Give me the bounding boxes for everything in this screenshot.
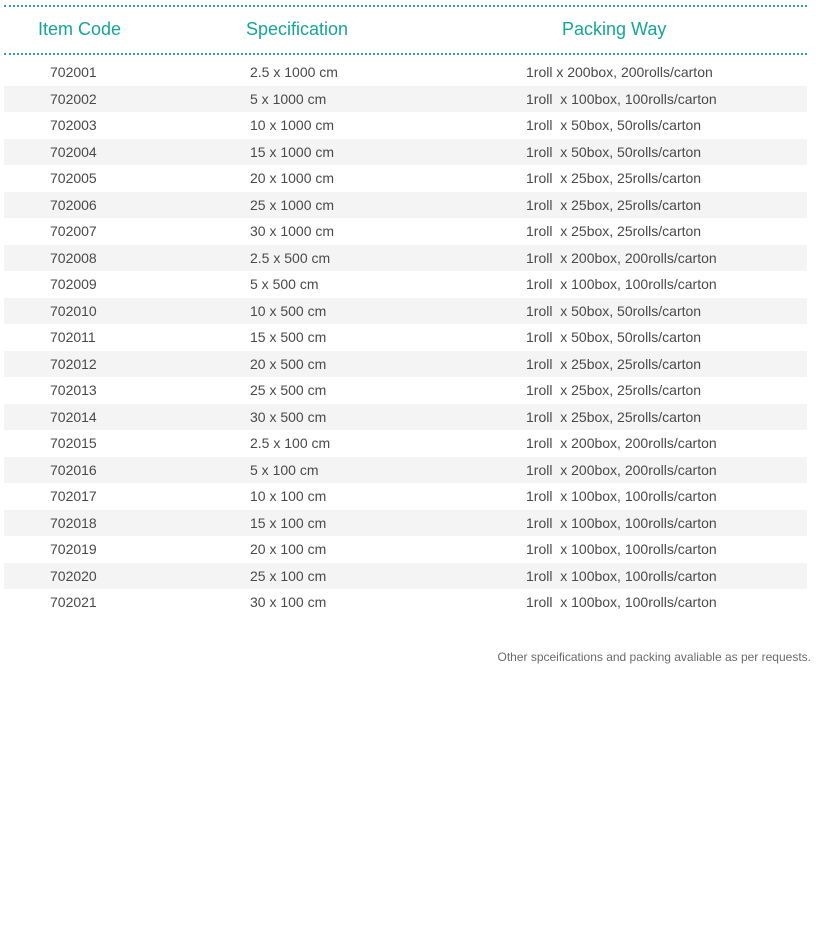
cell-item-code: 702009 [50, 276, 97, 292]
cell-specification: 2.5 x 500 cm [250, 249, 331, 266]
cell-item-code: 702006 [50, 196, 97, 213]
table-row [4, 377, 807, 404]
table-row [4, 298, 807, 325]
cell-packing-way: 1roll x 100box, 100rolls/carton [526, 594, 717, 610]
table-row [4, 165, 807, 192]
cell-packing-way: 1roll x 25box, 25rolls/carton [526, 196, 702, 213]
cell-packing-way: 1roll x 100box, 100rolls/carton [526, 276, 717, 292]
table-row [4, 139, 807, 166]
cell-packing-way: 1roll x 50box, 50rolls/carton [526, 117, 702, 133]
cell-packing-way: 1roll x 100box, 100rolls/carton [526, 567, 717, 584]
cell-specification: 5 x 500 cm [250, 276, 319, 292]
cell-specification: 30 x 1000 cm [250, 223, 335, 239]
cell-packing-way: 1roll x 25box, 25rolls/carton [526, 170, 702, 186]
cell-specification: 20 x 100 cm [250, 541, 327, 557]
cell-packing-way: 1roll x 200box, 200rolls/carton [526, 249, 717, 266]
cell-packing-way: 1roll x 200box, 200rolls/carton [526, 64, 713, 80]
cell-item-code: 702010 [50, 302, 97, 319]
cell-item-code: 702001 [50, 64, 97, 80]
header-dotted-divider [4, 53, 807, 55]
cell-specification: 15 x 100 cm [250, 514, 327, 531]
table-row [4, 510, 807, 537]
cell-item-code: 702017 [50, 488, 97, 504]
table-row [4, 457, 807, 484]
table-row [4, 404, 807, 431]
table-row [4, 483, 807, 510]
cell-specification: 10 x 100 cm [250, 488, 327, 504]
cell-specification: 20 x 500 cm [250, 355, 327, 372]
footnote: Other spceifications and packing avaliable as per requests. [497, 650, 811, 664]
cell-packing-way: 1roll x 25box, 25rolls/carton [526, 355, 702, 372]
cell-packing-way: 1roll x 25box, 25rolls/carton [526, 408, 702, 425]
cell-specification: 10 x 500 cm [250, 302, 327, 319]
cell-specification: 25 x 100 cm [250, 567, 327, 584]
table-row [4, 86, 807, 113]
cell-packing-way: 1roll x 25box, 25rolls/carton [526, 382, 702, 398]
cell-packing-way: 1roll x 50box, 50rolls/carton [526, 143, 702, 160]
cell-packing-way: 1roll x 50box, 50rolls/carton [526, 329, 702, 345]
header-specification: Specification [246, 19, 349, 39]
cell-packing-way: 1roll x 100box, 100rolls/carton [526, 541, 717, 557]
packing-table [4, 5, 807, 616]
cell-specification: 2.5 x 100 cm [250, 435, 331, 451]
cell-item-code: 702011 [50, 329, 96, 345]
cell-specification: 25 x 1000 cm [250, 196, 335, 213]
cell-specification: 5 x 1000 cm [250, 90, 327, 107]
cell-item-code: 702008 [50, 249, 97, 266]
cell-specification: 10 x 1000 cm [250, 117, 335, 133]
table-row [4, 59, 807, 86]
cell-packing-way: 1roll x 200box, 200rolls/carton [526, 461, 717, 478]
table-row [4, 112, 807, 139]
cell-item-code: 702004 [50, 143, 97, 160]
table-row [4, 589, 807, 616]
cell-specification: 15 x 500 cm [250, 329, 327, 345]
cell-item-code: 702013 [50, 382, 97, 398]
table-row [4, 271, 807, 298]
cell-specification: 30 x 500 cm [250, 408, 327, 425]
cell-specification: 20 x 1000 cm [250, 170, 335, 186]
table-body [4, 59, 807, 616]
cell-packing-way: 1roll x 100box, 100rolls/carton [526, 488, 717, 504]
cell-specification: 30 x 100 cm [250, 594, 327, 610]
table-row [4, 245, 807, 272]
cell-specification: 5 x 100 cm [250, 461, 319, 478]
cell-packing-way: 1roll x 100box, 100rolls/carton [526, 514, 717, 531]
cell-item-code: 702012 [50, 355, 97, 372]
table-header [4, 7, 807, 53]
table-row [4, 351, 807, 378]
cell-specification: 15 x 1000 cm [250, 143, 335, 160]
cell-item-code: 702002 [50, 90, 97, 107]
table-row [4, 536, 807, 563]
cell-item-code: 702021 [50, 594, 97, 610]
cell-item-code: 702015 [50, 435, 97, 451]
cell-specification: 25 x 500 cm [250, 382, 327, 398]
table-row [4, 324, 807, 351]
header-packing-way: Packing Way [562, 19, 667, 39]
cell-packing-way: 1roll x 100box, 100rolls/carton [526, 90, 717, 107]
cell-packing-way: 1roll x 50box, 50rolls/carton [526, 302, 702, 319]
cell-item-code: 702007 [50, 223, 97, 239]
cell-item-code: 702014 [50, 408, 97, 425]
table-row [4, 218, 807, 245]
cell-item-code: 702003 [50, 117, 97, 133]
cell-packing-way: 1roll x 200box, 200rolls/carton [526, 435, 717, 451]
table-row [4, 430, 807, 457]
cell-item-code: 702005 [50, 170, 97, 186]
cell-item-code: 702018 [50, 514, 97, 531]
cell-item-code: 702019 [50, 541, 97, 557]
cell-specification: 2.5 x 1000 cm [250, 64, 338, 80]
cell-item-code: 702016 [50, 461, 97, 478]
header-item-code: Item Code [38, 19, 122, 39]
table-row [4, 563, 807, 590]
cell-item-code: 702020 [50, 567, 97, 584]
table-row [4, 192, 807, 219]
cell-packing-way: 1roll x 25box, 25rolls/carton [526, 223, 702, 239]
